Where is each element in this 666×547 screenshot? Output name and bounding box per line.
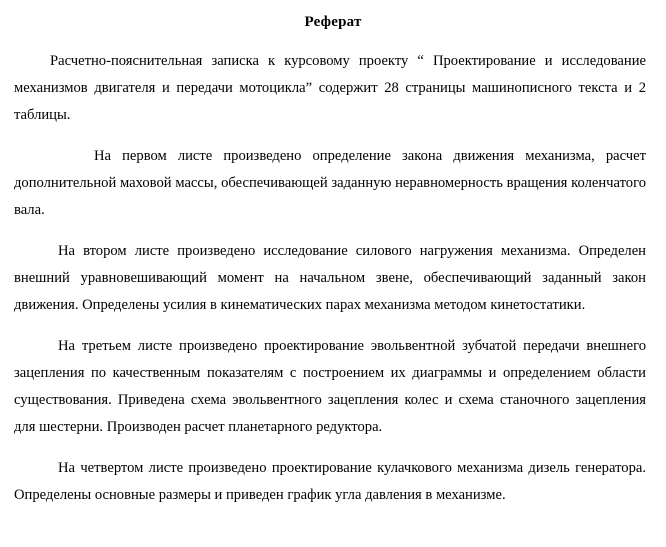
paragraph-sheet-one: На первом листе произведено определение закона движения механизма, расчет дополнительной маховой массы, обеспечивающей заданную неравномерность вращения коленчатого вала. bbox=[14, 148, 646, 218]
paragraph-sheet-four: На четвертом листе произведено проектирование кулачкового механизма дизель генератора. Определены основные размеры и приведен график угла давления в механизме. bbox=[14, 460, 646, 503]
page-title: Реферат bbox=[304, 14, 362, 30]
paragraph-sheet-two: На втором листе произведено исследование силового нагружения механизма. Определен внешний уравновешивающий момент на начальном звене, обеспечивающий заданный закон движения. Определены усилия в кинематических парах механизма методом кинетостатики. bbox=[14, 243, 646, 313]
paragraph-summary: Расчетно-пояснительная записка к курсовому проекту “ Проектирование и исследование механизмов двигателя и передачи мотоцикла” содержит 28 страницы машинописного текста и 2 таблицы. bbox=[14, 53, 646, 123]
paragraph-sheet-three: На третьем листе произведено проектирование эвольвентной зубчатой передачи внешнего зацепления по качественным показателям с построением их диаграммы и определением области существования. Приведена схема эвольвентного зацепления колес и схема станочного зацепления для шестерни. Производен расчет планетарного редуктора. bbox=[14, 338, 646, 435]
